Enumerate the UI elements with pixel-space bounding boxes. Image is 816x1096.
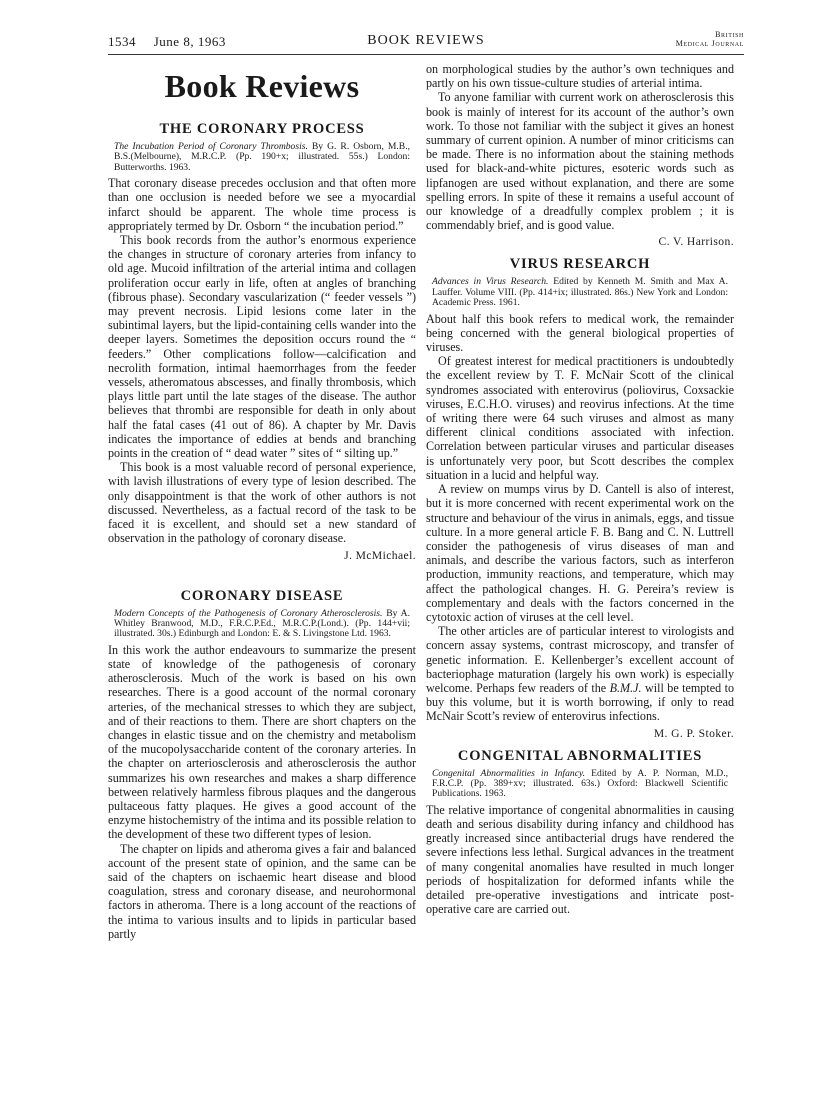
book-title: Modern Concepts of the Pathogenesis of Coronary Atherosclerosis. — [114, 607, 383, 619]
issue-date: June 8, 1963 — [153, 34, 226, 49]
review-heading: CONGENITAL ABNORMALITIES — [457, 747, 703, 764]
section-title: BOOK REVIEWS — [367, 33, 485, 48]
reviewer-signature: C. V. Harrison. — [658, 235, 734, 249]
book-citation — [432, 277, 728, 308]
review-heading: CORONARY DISEASE — [180, 587, 344, 604]
book-details: By A. Whitley Branwood, M.D., F.R.C.P.Ed., M.R.C.P.(Lond.). (Pp. 144+vii; illustrated. 30s.) Edinburgh and London: E. & S. Livingstone Ltd. 1963. — [114, 607, 410, 640]
left-column — [108, 62, 416, 941]
review-heading: THE CORONARY PROCESS — [159, 121, 365, 137]
review-paragraph: The relative importance of congenital abnormalities in causing death and serious disability during infancy and childhood has greatly increased since antibacterial drugs have rendered the severe infections less lethal. Surgical advances in the treatment of many congenital anomalies have resulted in much longer periods of hospitalization for deformed infants while the detailed pre-operative investigations and intricate post-operative care are carried out. — [426, 802, 734, 917]
journal-name — [676, 30, 744, 48]
review-paragraph: To anyone familiar with current work on atherosclerosis this book is mainly of interest for its account of the author’s own work. To those not familiar with the subject it gives an honest summary of current opinion. A number of minor criticisms can be made. There is no information about the staining methods used for black-and-white pictures, esoteric words such as lipfanogen are used without explanation, and there are some spelling errors. In spite of these it remains a useful account of our knowledge of a dreadfully complex problem ; it is commendably brief, and is good value. — [426, 90, 734, 233]
book-citation — [114, 142, 410, 173]
journal-name-line2: Medical Journal — [675, 39, 744, 48]
book-title: The Incubation Period of Coronary Thrombosis. — [114, 141, 308, 152]
book-citation — [432, 769, 728, 800]
review-paragraph: This book records from the author’s enormous experience the changes in structure of coronary arteries from infancy to old age. Mucoid infiltration of the arterial intima and collagen proliferation occur early in life, often at angles of branching (fibrous phase). Secondary vascularization (“ feeder vessels ”) may prevent necrosis. Lipid lesions come later in the subintimal layers, but the lipid-containing cells wander into the deeper layers. Sometimes the deposition occurs round the “ feeders.” Other complications follow—calcification and necrolith formation, intimal haemorrhages from the feeder vessels, atheromatous abscesses, and finally thrombosis, which plays little part until the late stages of the disease. The author believes that thrombi are responsible for death in only about half the fatal cases (41 out of 86). A chapter by Mr. Davis indicates the importance of eddies at bends and branching points in the creation of “ dead water ” sites of “ silting up.” — [108, 233, 416, 461]
paragraph-text: will be tempted to buy this volume, but it is worth borrowing, if only to read McNair Scott’s review of enterovirus infections. — [426, 680, 734, 724]
review-paragraph: This book is a most valuable record of personal experience, with lavish illustrations of every type of lesion described. The only disappointment is that the work of other authors is not discussed. Nevertheless, as a factual record of the task to be faced it is excellent, and should set a new standard of observation in the pathology of coronary disease. — [108, 460, 416, 546]
review-virus-research — [426, 256, 734, 739]
book-details: By G. R. Osborn, M.B., B.S.(Melbourne), M.R.C.P. (Pp. 190+x; illustrated. 55s.) London: Butterworths. 1963. — [114, 141, 410, 173]
review-paragraph: In this work the author endeavours to summarize the present state of knowledge of the pathogenesis of coronary atherosclerosis. Much of the work is based on his own researches. There is a good account of the normal coronary arteries, of the mechanical stresses to which they are subject, and of their reactions to them. There are short chapters on the changes in elastic tissue and on the chemistry and metabolism of the mucopolysaccharide content of the coronary arteries. In the chapter on arteriosclerosis and atherosclerosis the author summarizes his own researches and makes a sharp difference between relatively harmless fibrous plaques and the dangerous pultaceous fatty plaques. He gives a good account of the enzyme histochemistry of the intima and its possible relation to the development of these two different types of lesion. — [108, 642, 416, 842]
book-title: Congenital Abnormalities in Infancy. — [432, 767, 586, 779]
page-title: Book Reviews — [164, 68, 360, 104]
running-head — [108, 28, 744, 55]
review-paragraph: The chapter on lipids and atheroma gives a fair and balanced account of the present state of opinion, and the same can be said of the chapters on ischaemic heart disease and blood coagulation, stress and coronary disease, and neurohormonal factors in atheroma. There is a long account of the reactions of the intima to various insults and to lipids in particular based partly — [108, 841, 416, 941]
review-paragraph: That coronary disease precedes occlusion and that often more than one occlusion is needed before we see a myocardial infarct should be apparent. The whole time process is appropriately termed by Dr. Osborn “ the incubation period.” — [108, 176, 416, 233]
reviewer-signature: M. G. P. Stoker. — [653, 726, 734, 740]
review-paragraph: A review on mumps virus by D. Cantell is also of interest, but it is more concerned with recent experimental work on the structure and behaviour of the virus in animals, eggs, and tissue culture. In a more general article F. B. Bang and C. N. Luttrell consider the pathogenesis of virus diseases of man and animals, and describe the various factors, such as interferon production, immunity reactions, and temperature, which may affect the pathological changes. H. G. Pereira’s review is complementary and deals with the factors concerned in the cytotoxic action of viruses at the cell level. — [426, 482, 734, 624]
review-coronary-process — [108, 121, 416, 562]
review-paragraph-continued: on morphological studies by the author’s own techniques and partly on his own tissue-culture studies of arterial intima. — [426, 62, 734, 91]
journal-name-line1: British — [715, 30, 744, 39]
review-paragraph: About half this book refers to medical work, the remainder being concerned with the general biological properties of viruses. — [426, 311, 734, 355]
review-heading: VIRUS RESEARCH — [509, 256, 651, 273]
review-coronary-disease-continued — [426, 62, 734, 248]
review-paragraph — [426, 624, 734, 723]
review-paragraph: Of greatest interest for medical practitioners is undoubtedly the excellent review by T. F. McNair Scott of the clinical syndromes associated with enterovirus (poliovirus, Coxsackie viruses, E.C.H.O. viruses) and reovirus infections. At the time of writing there were 64 such viruses and almost as many different clinical conditions associated with infection. Correlation between particular viruses and particular diseases is unfortunately very poor, but Scott describes the complex situation in a lucid and helpful way. — [426, 354, 734, 482]
reviewer-signature: J. McMichael. — [344, 548, 416, 562]
paragraph-text: The other articles are of particular interest to virologists and concern assay systems, contrast microscopy, and transfer of genetic information. E. Kellenberger’s excellent account of bacteriophage maturation (largely his own work) is especially welcome. Perhaps few readers of the — [426, 624, 734, 695]
review-congenital-abnormalities — [426, 748, 734, 917]
book-title: Advances in Virus Research. — [432, 276, 549, 288]
right-column — [426, 62, 734, 916]
book-citation — [114, 609, 410, 640]
book-details: Edited by A. P. Norman, M.D., F.R.C.P. (Pp. 389+xv; illustrated. 63s.) Oxford: Blackwell Scientific Publications. 1963. — [432, 767, 729, 800]
journal-abbreviation: B.M.J. — [609, 680, 642, 695]
book-details: Edited by Kenneth M. Smith and Max A. Lauffer. Volume VIII. (Pp. 414+ix; illustrated. 86s.) New York and London: Academic Press. 1961. — [432, 276, 728, 309]
page-number: 1534 — [108, 34, 136, 49]
review-coronary-disease — [108, 588, 416, 941]
